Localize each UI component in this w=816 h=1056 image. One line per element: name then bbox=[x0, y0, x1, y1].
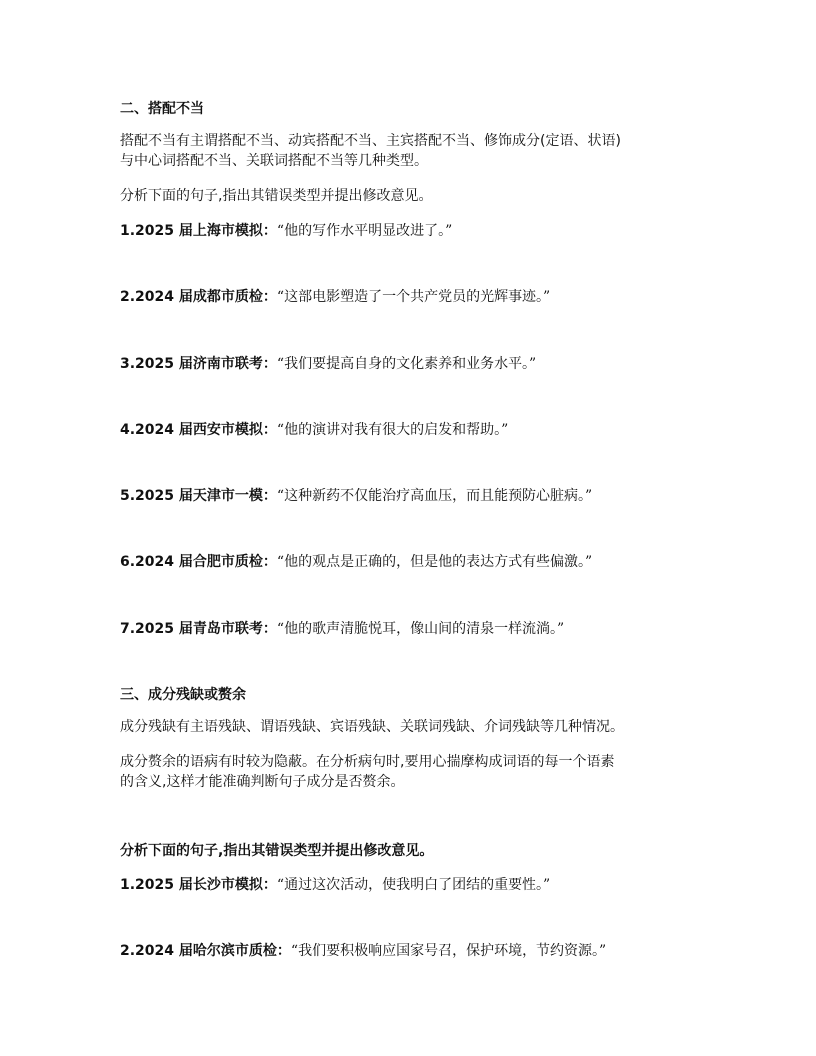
question-text: “通过这次活动，使我明白了团结的重要性。” bbox=[276, 877, 551, 893]
question-item bbox=[120, 353, 536, 373]
question-text: “他的歌声清脆悦耳，像山间的清泉一样流淌。” bbox=[276, 621, 565, 637]
question-label: 6.2024 届合肥市质检： bbox=[120, 554, 277, 570]
question-item bbox=[120, 485, 592, 505]
section-2-heading: 二、搭配不当 bbox=[120, 101, 204, 117]
question-text: “这种新药不仅能治疗高血压，而且能预防心脏病。” bbox=[276, 488, 593, 504]
question-item bbox=[120, 551, 592, 571]
question-text: “我们要积极响应国家号召，保护环境，节约资源。” bbox=[290, 943, 607, 959]
question-item bbox=[120, 286, 550, 306]
question-item bbox=[120, 419, 508, 439]
question-label: 3.2025 届济南市联考： bbox=[120, 356, 277, 372]
question-item bbox=[120, 220, 452, 240]
section-2-paragraph-line-1: 搭配不当有主谓搭配不当、动宾搭配不当、主宾搭配不当、修饰成分(定语、状语) bbox=[120, 133, 621, 149]
question-text: “他的写作水平明显改进了。” bbox=[276, 223, 453, 239]
question-text: “这部电影塑造了一个共产党员的光辉事迹。” bbox=[276, 289, 551, 305]
question-label: 4.2024 届西安市模拟： bbox=[120, 422, 277, 438]
question-label: 5.2025 届天津市一模： bbox=[120, 488, 277, 504]
question-item bbox=[120, 874, 550, 894]
section-2-paragraph-line-2: 与中心词搭配不当、关联词搭配不当等几种类型。 bbox=[120, 153, 428, 169]
section-3-instruction: 分析下面的句子,指出其错误类型并提出修改意见。 bbox=[120, 843, 434, 859]
section-3-paragraph-1: 成分残缺有主语残缺、谓语残缺、宾语残缺、关联词残缺、介词残缺等几种情况。 bbox=[120, 719, 624, 735]
section-2-instruction: 分析下面的句子,指出其错误类型并提出修改意见。 bbox=[120, 188, 433, 204]
section-3-heading: 三、成分残缺或赘余 bbox=[120, 687, 246, 703]
question-text: “他的观点是正确的，但是他的表达方式有些偏激。” bbox=[276, 554, 593, 570]
question-label: 7.2025 届青岛市联考： bbox=[120, 621, 277, 637]
section-3-paragraph-2-line-1: 成分赘余的语病有时较为隐蔽。在分析病句时,要用心揣摩构成词语的每一个语素 bbox=[120, 754, 615, 770]
question-label: 1.2025 届上海市模拟： bbox=[120, 223, 277, 239]
question-label: 2.2024 届哈尔滨市质检： bbox=[120, 943, 291, 959]
question-text: “我们要提高自身的文化素养和业务水平。” bbox=[276, 356, 537, 372]
question-label: 2.2024 届成都市质检： bbox=[120, 289, 277, 305]
question-label: 1.2025 届长沙市模拟： bbox=[120, 877, 277, 893]
section-3-paragraph-2-line-2: 的含义,这样才能准确判断句子成分是否赘余。 bbox=[120, 774, 405, 790]
question-text: “他的演讲对我有很大的启发和帮助。” bbox=[276, 422, 509, 438]
question-item bbox=[120, 618, 564, 638]
question-item bbox=[120, 940, 606, 960]
